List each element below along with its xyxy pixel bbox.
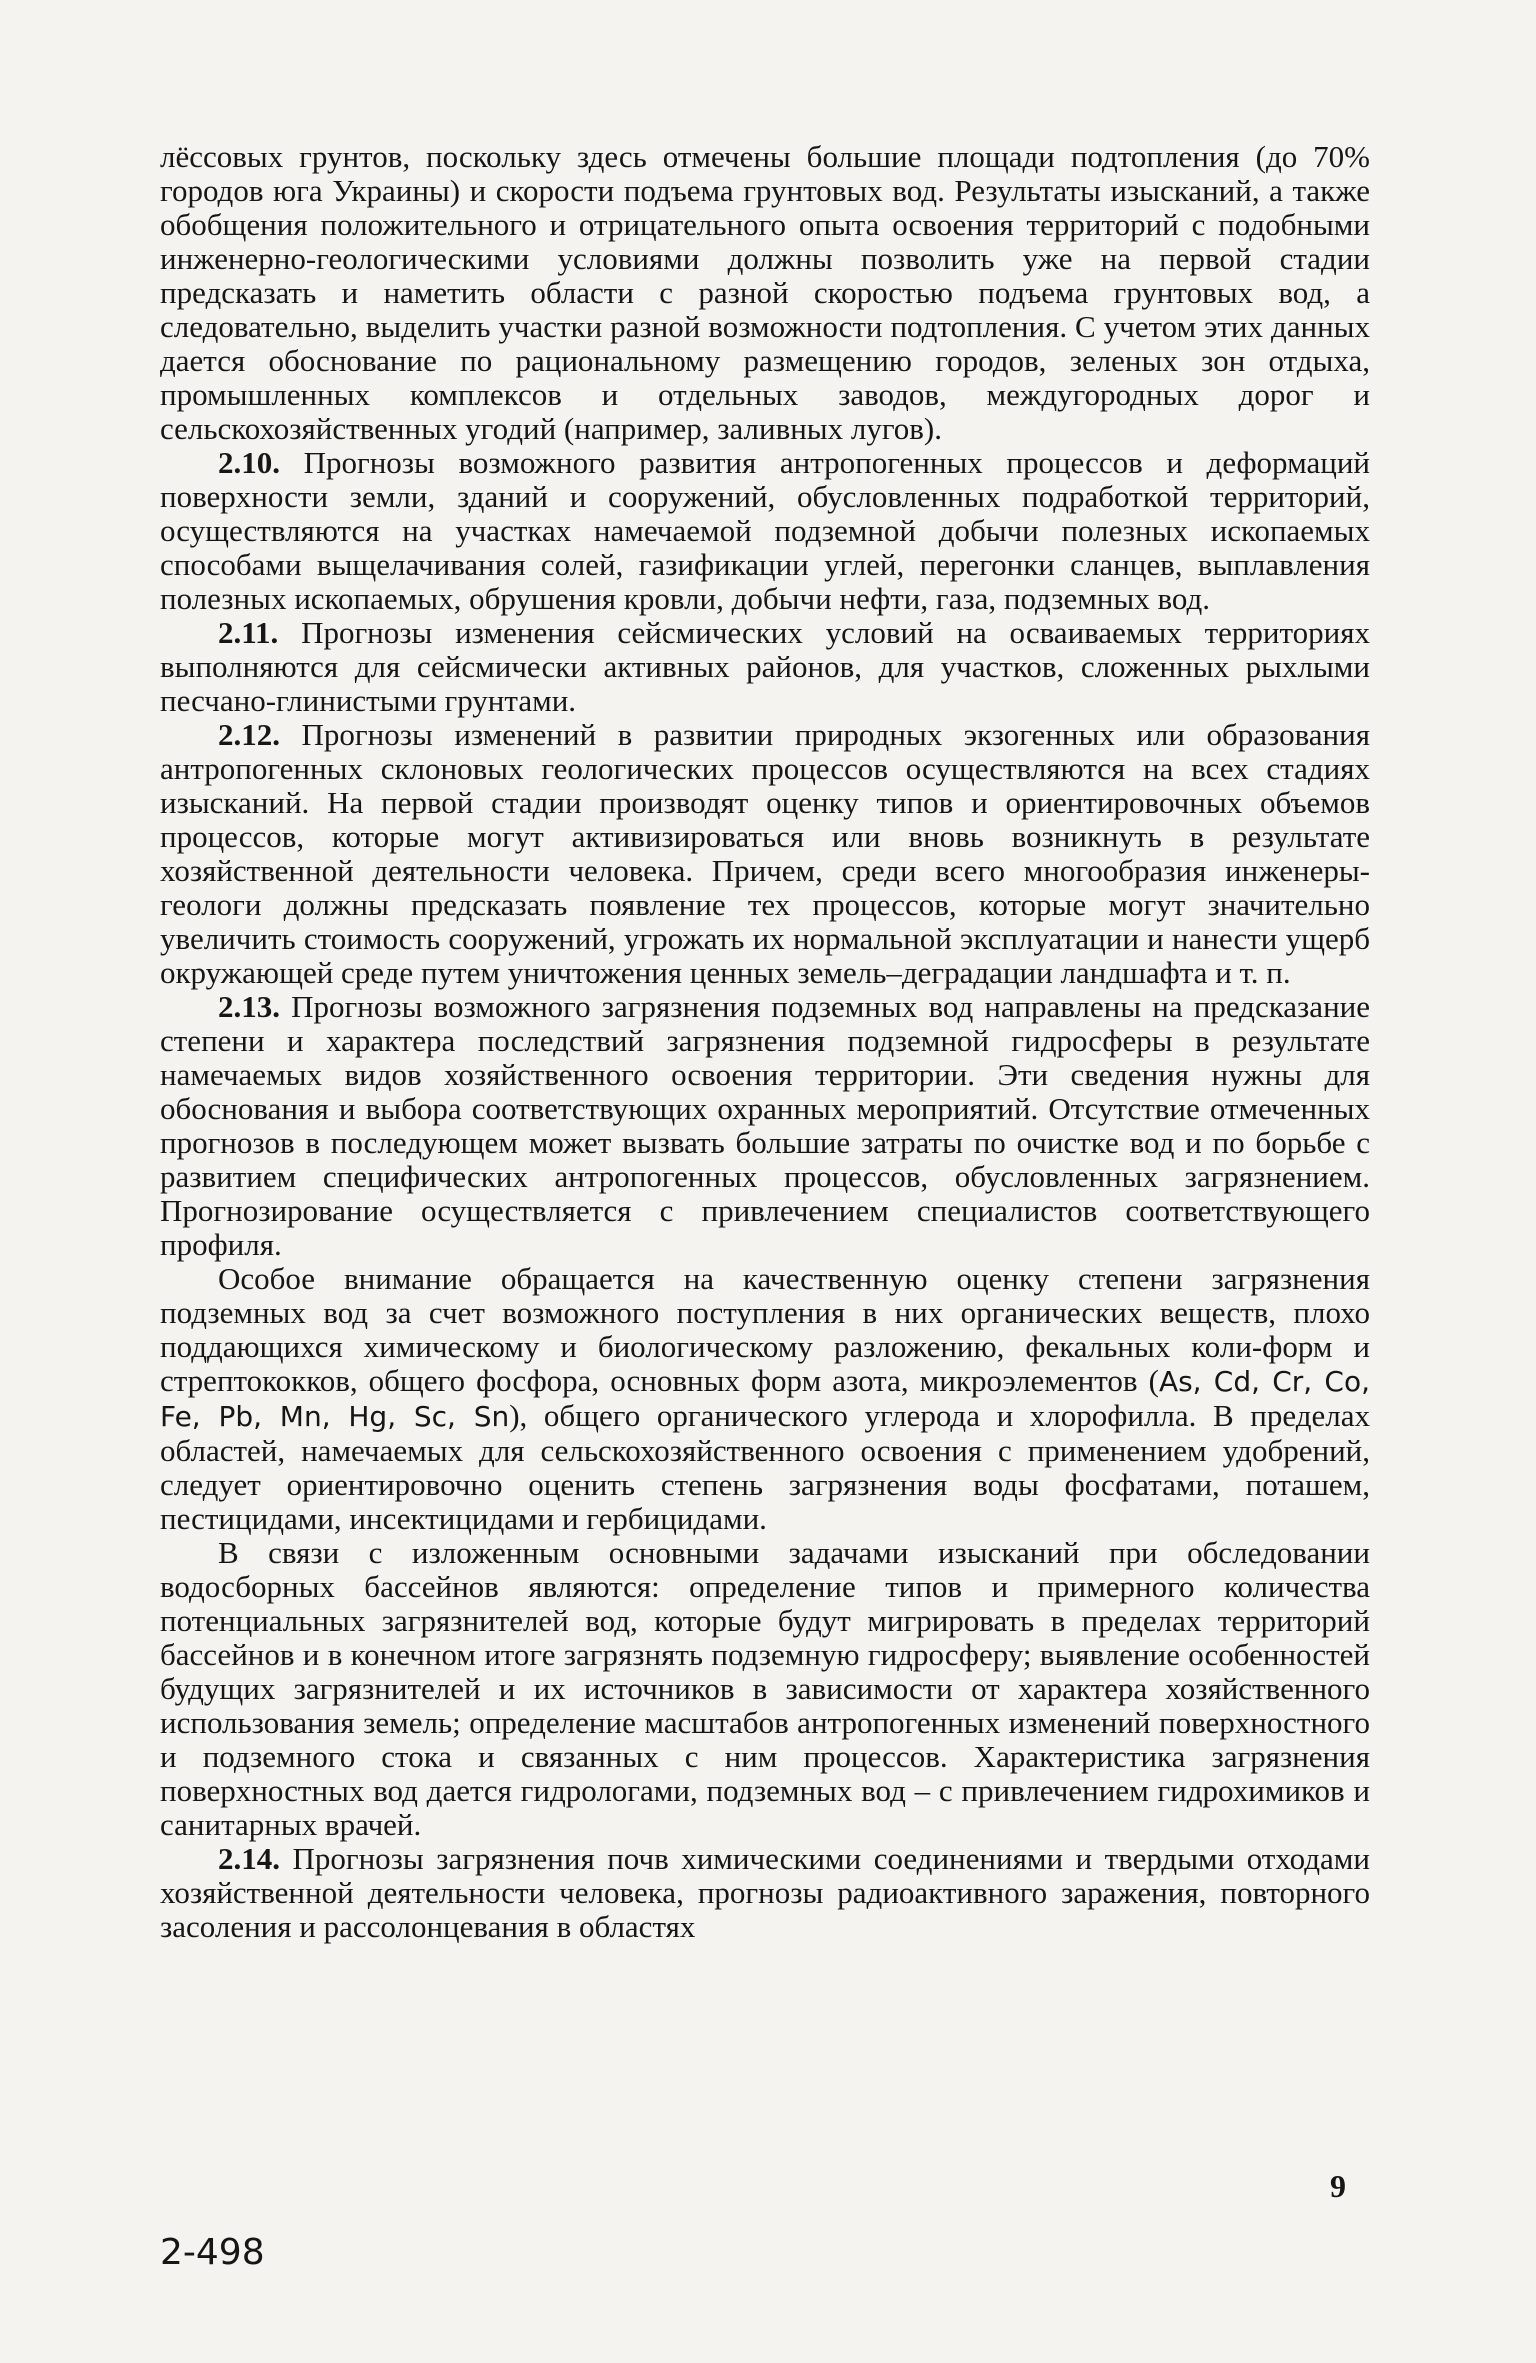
section-text: Прогнозы изменений в развитии природных экзогенных или образования антропогенных склоновых геологических процессов осуществляются на всех стадиях изысканий. На первой стадии производят оценку типов и ориентировочных объемов процессов, которые могут активизироваться или вновь возникнуть в результате хозяйственной деятельности человека. Причем, среди всего многообразия инженеры-геологи должны предсказать появление тех процессов, которые могут значительно увеличить стоимость сооружений, угрожать их нормальной эксплуатации и нанести ущерб окружающей среде путем уничтожения ценных земель–деградации ландшафта и т. п. <box>160 717 1370 990</box>
section-number: 2.14. <box>218 1841 280 1876</box>
signature-mark: 2-498 <box>160 2232 265 2273</box>
document-body <box>160 140 1370 1944</box>
paragraph-special-attention <box>160 1262 1370 1536</box>
section-text: Прогнозы загрязнения почв химическими соединениями и твердыми отходами хозяйственной деятельности человека, прогнозы радиоактивного заражения, повторного засоления и рассолонцевания в областях <box>160 1841 1371 1944</box>
attention-text-end: ), общего органического углерода и хлорофилла. В пределах областей, намечаемых для сельскохозяйственного освоения с применением удобрений, следует ориентировочно оценить степень загрязнения воды фосфатами, поташем, пестицидами, инсектицидами и гербицидами. <box>160 1398 1370 1536</box>
section-number: 2.13. <box>218 989 280 1024</box>
section-2-13 <box>160 990 1370 1262</box>
paragraph-survey-tasks: В связи с изложенным основными задачами изысканий при обследовании водосборных бассейнов являются: определение типов и примерного количества потенциальных загрязнителей вод, которые будут мигрировать в пределах территорий бассейнов и в конечном итоге загрязнять подземную гидросферу; выявление особенностей будущих загрязнителей и их источников в зависимости от характера хозяйственного использования земель; определение масштабов антропогенных изменений поверхностного и подземного стока и связанных с ним процессов. Характеристика загрязнения поверхностных вод дается гидрологами, подземных вод – с привлечением гидрохимиков и санитарных врачей. <box>160 1535 1370 1842</box>
page-number: 9 <box>1330 2168 1346 2204</box>
paragraph-loess-continuation: лёссовых грунтов, поскольку здесь отмечены большие площади подтопления (до 70% городов юга Украины) и скорости подъема грунтовых вод. Результаты изысканий, а также обобщения положительного и отрицательного опыта освоения территорий с подобными инженерно-геологическими условиями должны позволить уже на первой стадии предсказать и наметить области с разной скоростью подъема грунтовых вод, а следовательно, выделить участки разной возможности подтопления. С учетом этих данных дается обоснование по рациональному размещению городов, зеленых зон отдыха, промышленных комплексов и отдельных заводов, междугородных дорог и сельскохозяйственных угодий (например, заливных лугов). <box>160 139 1370 446</box>
section-text: Прогнозы возможного развития антропогенных процессов и деформаций поверхности земли, зданий и сооружений, обусловленных подработкой территорий, осуществляются на участках намечаемой подземной добычи полезных ископаемых способами выщелачивания солей, газификации углей, перегонки сланцев, выплавления полезных ископаемых, обрушения кровли, добычи нефти, газа, подземных вод. <box>160 445 1371 616</box>
attention-text-start: Особое внимание обращается на качественную оценку степени загрязнения подземных вод за счет возможного поступления в них органических веществ, плохо поддающихся химическому и биологическому разложению, фекальных коли-форм и стрептококков, общего фосфора, основных форм азота, микроэлементов ( <box>160 1261 1370 1398</box>
section-2-11 <box>160 616 1370 718</box>
section-2-10 <box>160 446 1370 616</box>
chemical-elements: As, Cd, Cr, Co, Fe, Pb, Mn, Hg, Sc, Sn <box>160 1365 1370 1433</box>
section-2-14 <box>160 1842 1370 1944</box>
section-number: 2.12. <box>218 717 280 752</box>
section-number: 2.11. <box>218 615 279 650</box>
section-number: 2.10. <box>218 445 280 480</box>
section-text: Прогнозы возможного загрязнения подземных вод направлены на предсказание степени и характера последствий загрязнения подземной гидросферы в результате намечаемых видов хозяйственного освоения территории. Эти сведения нужны для обоснования и выбора соответствующих охранных мероприятий. Отсутствие отмеченных прогнозов в последующем может вызвать большие затраты по очистке вод и по борьбе с развитием специфических антропогенных процессов, обусловленных загрязнением. Прогнозирование осуществляется с привлечением специалистов соответствующего профиля. <box>160 989 1371 1262</box>
section-2-12 <box>160 718 1370 990</box>
section-text: Прогнозы изменения сейсмических условий на осваиваемых территориях выполняются для сейсмически активных районов, для участков, сложенных рыхлыми песчано-глинистыми грунтами. <box>160 615 1370 718</box>
